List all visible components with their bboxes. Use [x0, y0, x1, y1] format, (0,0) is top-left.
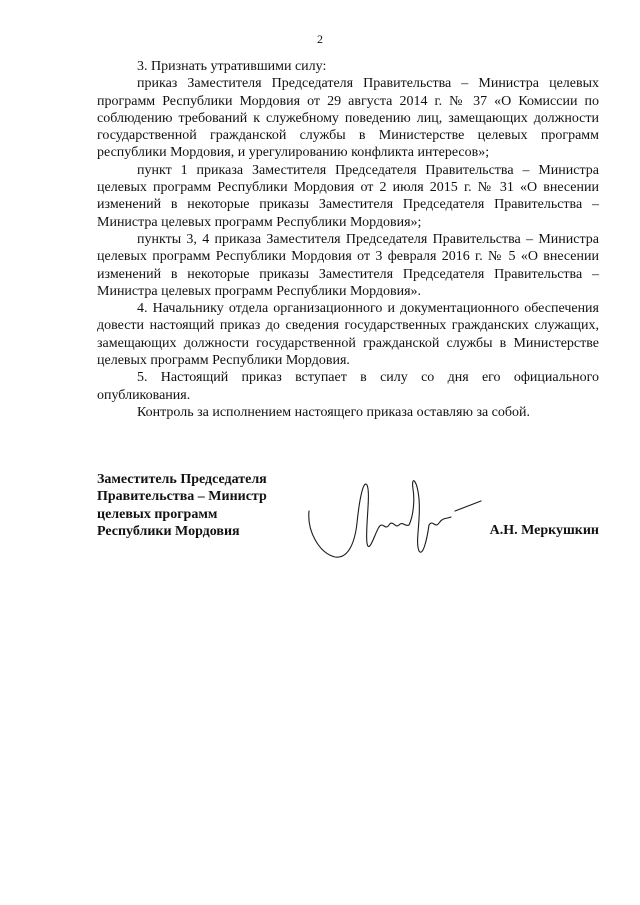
- signatory-title-line: Республики Мордовия: [97, 523, 240, 539]
- handwritten-signature: [305, 471, 485, 581]
- page-number: 2: [317, 32, 323, 46]
- paragraph-item-5: 5. Настоящий приказ вступает в силу со дня его официального опубликования.: [97, 370, 599, 403]
- signatory-title-line: Заместитель Председателя: [97, 472, 267, 487]
- paragraph-order-5: пункты 3, 4 приказа Заместителя Председателя Правительства – Министра целевых программ Республики Мордовия от 3 февраля 2016 г. № 5 «О внесении изменений в некоторые приказы Заместителя Председателя Правительства – Министра целевых программ Республики Мордовия».: [97, 231, 599, 299]
- signatory-title-line: целевых программ: [97, 506, 218, 522]
- signatory-title: [97, 471, 267, 540]
- paragraph-invalidate-heading: 3. Признать утратившими силу:: [137, 59, 327, 74]
- signatory-title-line: Правительства – Министр: [97, 489, 267, 505]
- paragraph-order-37: приказ Заместителя Председателя Правительства – Министра целевых программ Республики Мордовия от 29 августа 2014 г. № 37 «О Комиссии по соблюдению требований к служебному поведению лиц, замещающих должности государственной гражданской службы в Министерстве целевых программ республики Мордовия, и урегулированию конфликта интересов»;: [97, 76, 599, 161]
- signature-block: [97, 471, 599, 581]
- document-body: [97, 58, 599, 421]
- paragraph-control: Контроль за исполнением настоящего приказа оставляю за собой.: [137, 404, 531, 420]
- signatory-name: А.Н. Меркушкин: [489, 523, 599, 538]
- paragraph-item-4: 4. Начальнику отдела организационного и документационного обеспечения довести настоящий приказ до сведения государственных гражданских служащих, замещающих должности государственной гражданской службы в Министерстве целевых программ Республики Мордовия.: [97, 301, 599, 369]
- paragraph-order-31: пункт 1 приказа Заместителя Председателя Правительства – Министра целевых программ Республики Мордовия от 2 июля 2015 г. № 31 «О внесении изменений в некоторые приказы Заместителя Председателя Правительства – Министра целевых программ Республики Мордовия»;: [97, 162, 599, 230]
